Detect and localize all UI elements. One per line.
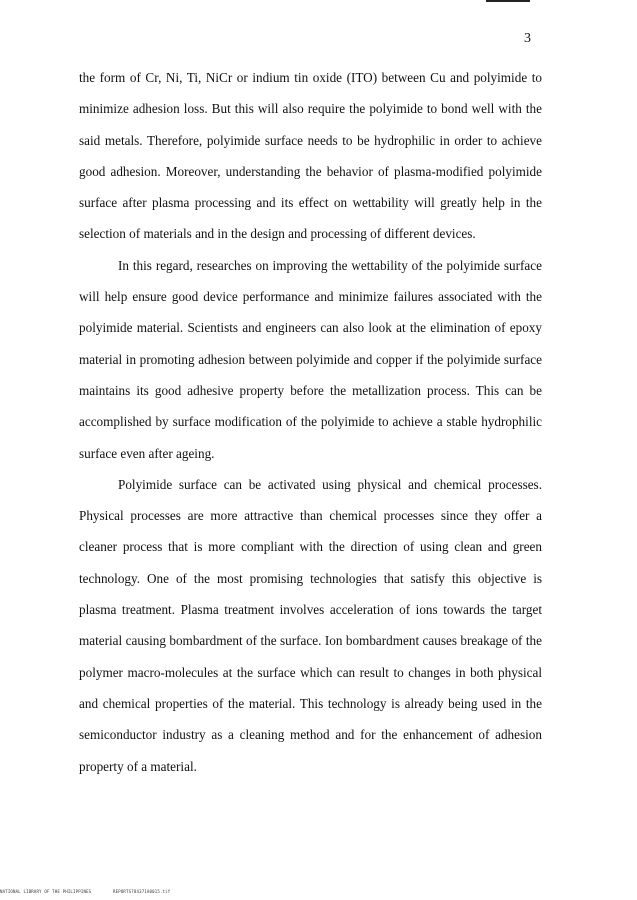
paragraph-continuation: the form of Cr, Ni, Ti, NiCr or indium tin oxide (ITO) between Cu and polyimide to minimize adhesion loss. But this will also require the polyimide to bond well with the said metals. Therefore, polyimide surface needs to be hydrophilic in order to achieve good adhesion. Moreover, understanding the behavior of plasma-modified polyimide surface after plasma processing and its effect on wettability will greatly help in the selection of materials and in the design and processing of different devices. (79, 70, 542, 242)
top-rule (486, 0, 530, 2)
footer-file-name: REPORTS784371A0015.tif (113, 889, 171, 894)
page-number: 3 (524, 31, 531, 46)
body-text (79, 62, 542, 782)
paragraph-wettability: In this regard, researches on improving the wettability of the polyimide surface will help ensure good device performance and minimize failures associated with the polyimide material. Scientists and engineers can also look at the elimination of epoxy material in promoting adhesion between polyimide and copper if the polyimide surface maintains its good adhesive property before the metallization process. This can be accomplished by surface modification of the polyimide to achieve a stable hydrophilic surface even after ageing. (79, 257, 542, 461)
paragraph-plasma-treatment: Polyimide surface can be activated using physical and chemical processes. Physical processes are more attractive than chemical processes since they offer a cleaner process that is more compliant with the direction of using clean and green technology. One of the most promising technologies that satisfy this objective is plasma treatment. Plasma treatment involves acceleration of ions towards the target material causing bombardment of the surface. Ion bombardment causes breakage of the polymer macro-molecules at the surface which can result to changes in both physical and chemical properties of the material. This technology is already being used in the semiconductor industry as a cleaning method and for the enhancement of adhesion property of a material. (79, 476, 542, 774)
footer-library-name: NATIONAL LIBRARY OF THE PHILIPPINES (0, 889, 92, 894)
